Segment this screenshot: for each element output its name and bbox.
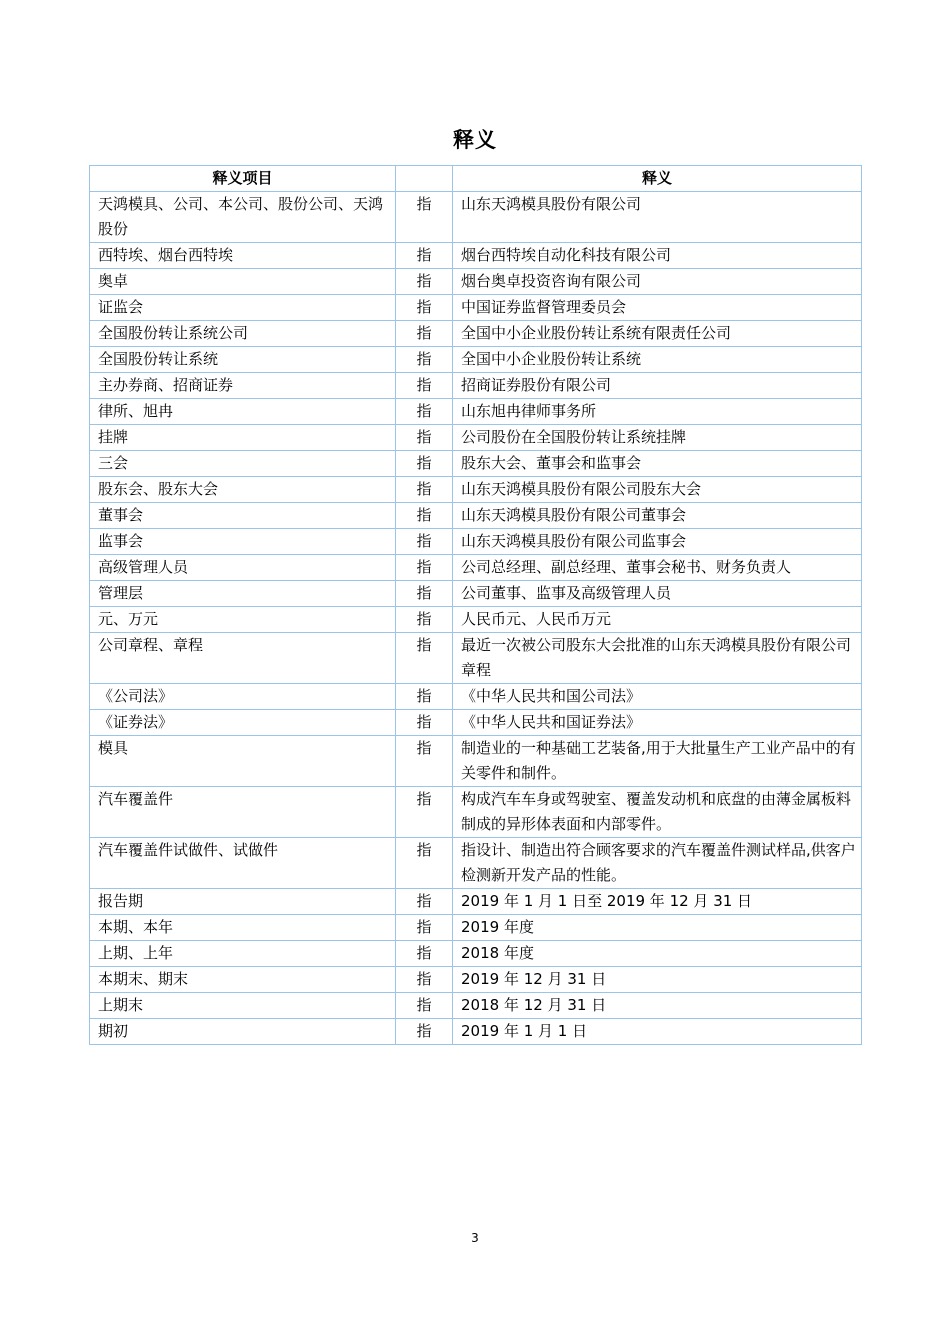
row-term: 全国股份转让系统	[90, 347, 396, 373]
table-row	[90, 451, 862, 477]
table-row	[90, 555, 862, 581]
row-definition: 人民币元、人民币万元	[453, 607, 862, 633]
table-row	[90, 295, 862, 321]
row-definition: 全国中小企业股份转让系统	[453, 347, 862, 373]
row-zhi: 指	[396, 710, 453, 736]
row-zhi: 指	[396, 269, 453, 295]
row-term: 《公司法》	[90, 684, 396, 710]
row-term: 上期末	[90, 993, 396, 1019]
row-term: 奥卓	[90, 269, 396, 295]
table-row	[90, 399, 862, 425]
row-zhi: 指	[396, 321, 453, 347]
header-zhi	[396, 166, 453, 192]
row-definition: 2018 年 12 月 31 日	[453, 993, 862, 1019]
table-row	[90, 915, 862, 941]
row-definition: 2019 年 12 月 31 日	[453, 967, 862, 993]
table-row	[90, 1019, 862, 1045]
row-definition: 2019 年度	[453, 915, 862, 941]
table-row	[90, 889, 862, 915]
table-row	[90, 710, 862, 736]
row-zhi: 指	[396, 633, 453, 684]
row-term: 上期、上年	[90, 941, 396, 967]
table-row	[90, 269, 862, 295]
row-definition: 公司董事、监事及高级管理人员	[453, 581, 862, 607]
row-definition: 公司总经理、副总经理、董事会秘书、财务负责人	[453, 555, 862, 581]
row-definition: 最近一次被公司股东大会批准的山东天鸿模具股份有限公司章程	[453, 633, 862, 684]
row-term: 本期、本年	[90, 915, 396, 941]
table-row	[90, 633, 862, 684]
row-zhi: 指	[396, 399, 453, 425]
row-term: 股东会、股东大会	[90, 477, 396, 503]
row-definition: 山东旭冉律师事务所	[453, 399, 862, 425]
row-definition: 全国中小企业股份转让系统有限责任公司	[453, 321, 862, 347]
row-zhi: 指	[396, 838, 453, 889]
table-row	[90, 993, 862, 1019]
row-term: 主办券商、招商证券	[90, 373, 396, 399]
row-term: 监事会	[90, 529, 396, 555]
row-zhi: 指	[396, 684, 453, 710]
row-term: 律所、旭冉	[90, 399, 396, 425]
row-definition: 山东天鸿模具股份有限公司股东大会	[453, 477, 862, 503]
table-row	[90, 736, 862, 787]
header-definition: 释义	[453, 166, 862, 192]
row-zhi: 指	[396, 243, 453, 269]
row-zhi: 指	[396, 941, 453, 967]
header-term: 释义项目	[90, 166, 396, 192]
row-zhi: 指	[396, 503, 453, 529]
row-zhi: 指	[396, 967, 453, 993]
row-term: 模具	[90, 736, 396, 787]
row-definition: 《中华人民共和国证券法》	[453, 710, 862, 736]
table-row	[90, 838, 862, 889]
row-term: 全国股份转让系统公司	[90, 321, 396, 347]
row-definition: 2018 年度	[453, 941, 862, 967]
row-term: 天鸿模具、公司、本公司、股份公司、天鸿股份	[90, 192, 396, 243]
table-row	[90, 477, 862, 503]
row-definition: 烟台奥卓投资咨询有限公司	[453, 269, 862, 295]
table-row	[90, 967, 862, 993]
row-term: 公司章程、章程	[90, 633, 396, 684]
table-row	[90, 941, 862, 967]
row-zhi: 指	[396, 607, 453, 633]
row-term: 证监会	[90, 295, 396, 321]
row-definition: 山东天鸿模具股份有限公司	[453, 192, 862, 243]
table-row	[90, 787, 862, 838]
row-term: 本期末、期末	[90, 967, 396, 993]
row-definition: 2019 年 1 月 1 日至 2019 年 12 月 31 日	[453, 889, 862, 915]
row-zhi: 指	[396, 477, 453, 503]
row-term: 元、万元	[90, 607, 396, 633]
row-term: 期初	[90, 1019, 396, 1045]
table-row	[90, 243, 862, 269]
row-definition: 山东天鸿模具股份有限公司董事会	[453, 503, 862, 529]
row-term: 高级管理人员	[90, 555, 396, 581]
row-definition: 股东大会、董事会和监事会	[453, 451, 862, 477]
row-definition: 2019 年 1 月 1 日	[453, 1019, 862, 1045]
table-row	[90, 373, 862, 399]
table-header-row	[90, 166, 862, 192]
row-term: 报告期	[90, 889, 396, 915]
row-definition: 指设计、制造出符合顾客要求的汽车覆盖件测试样品,供客户检测新开发产品的性能。	[453, 838, 862, 889]
row-definition: 山东天鸿模具股份有限公司监事会	[453, 529, 862, 555]
row-definition: 《中华人民共和国公司法》	[453, 684, 862, 710]
page-title: 释义	[453, 128, 497, 152]
row-term: 管理层	[90, 581, 396, 607]
row-zhi: 指	[396, 555, 453, 581]
row-term: 汽车覆盖件试做件、试做件	[90, 838, 396, 889]
row-definition: 中国证券监督管理委员会	[453, 295, 862, 321]
table-row	[90, 529, 862, 555]
table-row	[90, 684, 862, 710]
row-zhi: 指	[396, 425, 453, 451]
row-zhi: 指	[396, 529, 453, 555]
row-zhi: 指	[396, 1019, 453, 1045]
definitions-table	[89, 165, 862, 1045]
table-row	[90, 503, 862, 529]
table-row	[90, 581, 862, 607]
row-definition: 制造业的一种基础工艺装备,用于大批量生产工业产品中的有关零件和制件。	[453, 736, 862, 787]
row-definition: 构成汽车车身或驾驶室、覆盖发动机和底盘的由薄金属板料制成的异形体表面和内部零件。	[453, 787, 862, 838]
row-zhi: 指	[396, 192, 453, 243]
table-row	[90, 321, 862, 347]
row-zhi: 指	[396, 347, 453, 373]
page-number: 3	[471, 1231, 479, 1245]
row-zhi: 指	[396, 993, 453, 1019]
row-zhi: 指	[396, 787, 453, 838]
row-term: 汽车覆盖件	[90, 787, 396, 838]
row-zhi: 指	[396, 736, 453, 787]
row-zhi: 指	[396, 451, 453, 477]
row-term: 挂牌	[90, 425, 396, 451]
row-term: 西特埃、烟台西特埃	[90, 243, 396, 269]
row-term: 《证券法》	[90, 710, 396, 736]
row-zhi: 指	[396, 295, 453, 321]
row-zhi: 指	[396, 373, 453, 399]
table-row	[90, 425, 862, 451]
row-zhi: 指	[396, 889, 453, 915]
row-definition: 公司股份在全国股份转让系统挂牌	[453, 425, 862, 451]
row-zhi: 指	[396, 581, 453, 607]
table-row	[90, 347, 862, 373]
table-row	[90, 607, 862, 633]
row-definition: 烟台西特埃自动化科技有限公司	[453, 243, 862, 269]
row-zhi: 指	[396, 915, 453, 941]
row-definition: 招商证券股份有限公司	[453, 373, 862, 399]
row-term: 董事会	[90, 503, 396, 529]
table-row	[90, 192, 862, 243]
row-term: 三会	[90, 451, 396, 477]
